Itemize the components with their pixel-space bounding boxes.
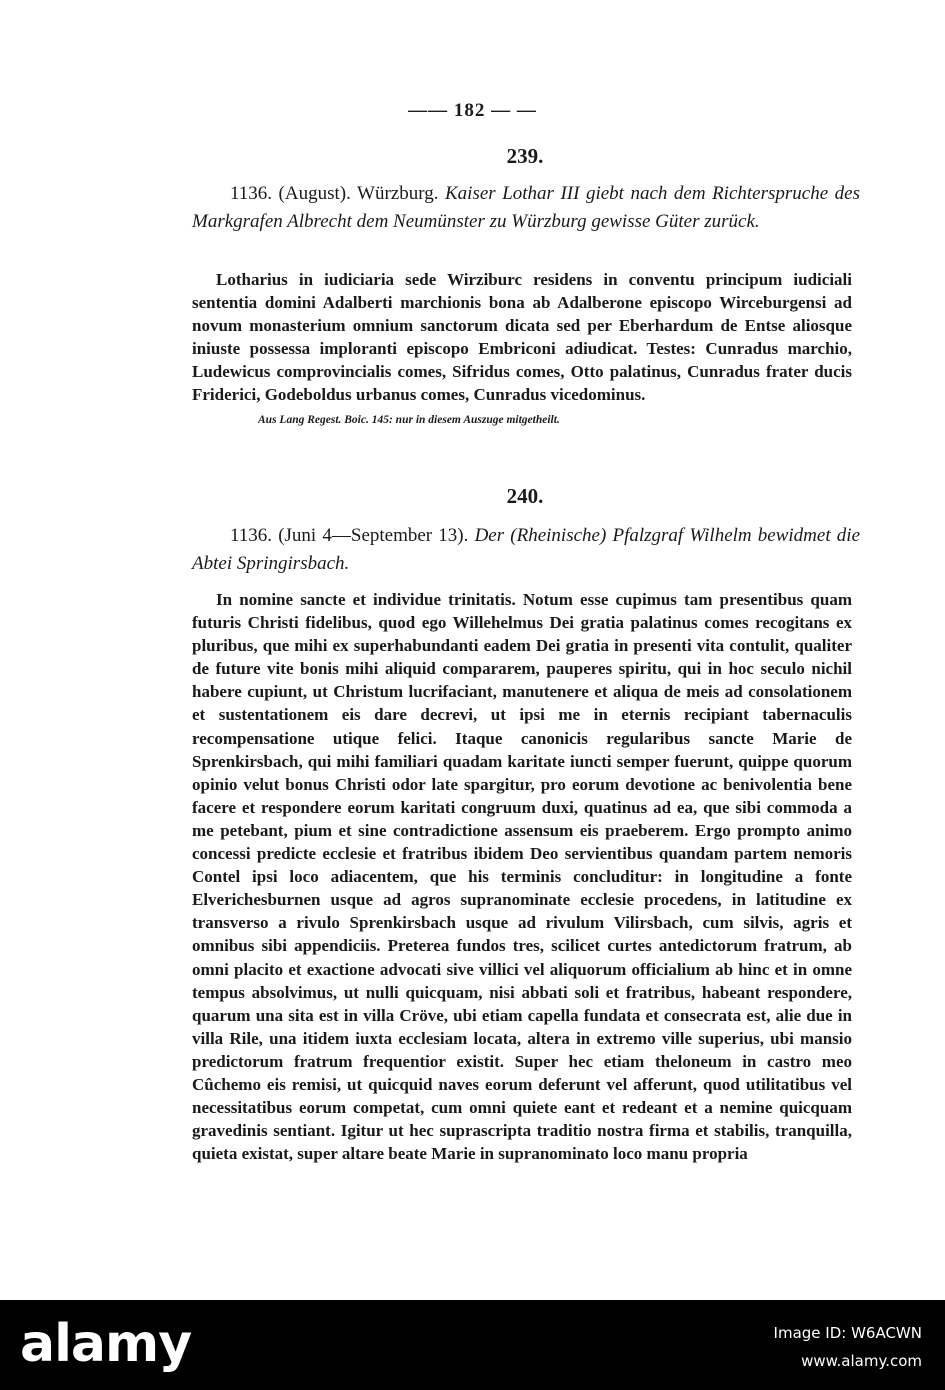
document-number: 240.: [506, 484, 544, 508]
document-number: 239.: [506, 144, 544, 168]
document-summary: Der (Rheinische) Pfalzgraf Wilhelm bewidmet die Abtei Springirsbach.: [192, 525, 861, 574]
alamy-logo: alamy: [20, 1314, 192, 1374]
footer-url[interactable]: www.alamy.com: [801, 1352, 922, 1370]
image-id: Image ID: W6ACWN: [773, 1324, 922, 1342]
watermark-footer: [0, 1300, 945, 1390]
page-number: —— 182 — —: [408, 100, 537, 121]
document-heading: [192, 522, 860, 578]
document-text: In nomine sancte et individue trinitatis. Notum esse cupimus tam presentibus quam futuris Christi fidelibus, quod ego Willehelmus Dei gratia palatinus comes recogitans ex pluribus, que mihi ex superhabundanti eadem Dei gratia in presenti vita contulit, qualiter de future vite bonis mihi aliquid compararem, pauperes spiritu, qui in hoc seculo nichil habere cupiunt, ut Christum lucrifaciant, manutenere et aliqua de meis ad consolationem et sustentationem eis dare decrevi, ut ipsi me in eternis recipiant tabernaculis recompensatione utique felici. Itaque canonicis regularibus sancte Marie de Sprenkirsbach, qui mihi familiari quadam karitate iuncti semper fuerunt, quippe quorum opinio velut bonus Christi odor late spargitur, pro eorum devotione ac benivolentia bene facere et respondere eorum karitati congruum duxi, quatinus ad ea, que sibi commoda a me petebant, pium et sine contradictione assensum eis praeberem. Ergo prompto animo concessi predicte ecclesie et fratribus ibidem Deo servientibus quandam partem nemoris Contel ipsi loco adiacentem, que his terminis concluditur: in longitudine a fonte Elverichesburnen usque ad agros supranominate ecclesie procedens, in latitudine ex transverso a rivulo Sprenkirsbach usque ad rivulum Vilirsbach, cum silvis, agris et omnibus sibi appendiciis. Preterea fundos tres, scilicet curtes antedictorum fratrum, ab omni placito et exactione advocati sive villici vel aliquorum officialium ab hinc et in omne tempus absolvimus, ut nulli quicquam, nisi abbati soli et fratribus, habeant respondere, quarum una sita est in villa Cröve, ubi etiam capella fundata et consecrata est, alie due in villa Rile, una itidem iuxta ecclesiam locata, altera in extremo ville superius, ubi mansio predictorum fratrum frequentior existit. Super hec etiam theloneum in castro meo Cûchemo eis remisi, ut quicquid naves eorum deferunt vel afferunt, quod utilitatibus vel necessitatibus eorum competat, cum omni quiete eant et redeant et a nemine quicquam gravedinis sentiant. Igitur ut hec suprascripta traditio nostra firma et stabilis, tranquilla, quieta existat, super altare beate Marie in supranominato loco manu propria: [192, 590, 852, 1164]
document-date: 1136. (August). Würzburg.: [230, 183, 439, 204]
document-date: 1136. (Juni 4—September 13).: [230, 525, 469, 546]
document-heading: [192, 180, 860, 236]
document-summary: Kaiser Lothar III giebt nach dem Richterspruche des Markgrafen Albrecht dem Neumünster zu Würzburg gewisse Güter zurück.: [192, 183, 860, 232]
source-note: Aus Lang Regest. Boic. 145: nur in diesem Auszuge mitgetheilt.: [258, 414, 560, 426]
document-text: Lotharius in iudiciaria sede Wirziburc residens in conventu principum iudiciali sententia domini Adalberti marchionis bona ab Adalberone episcopo Wirceburgensi ad novum monasterium omnium sanctorum dicata sed per Eberhardum de Entse aliosque iniuste possessa imploranti episcopo Embriconi adiudicat. Testes: Cunradus marchio, Ludewicus comprovincialis comes, Sifridus comes, Otto palatinus, Cunradus frater ducis Friderici, Godeboldus urbanus comes, Cunradus vicedominus.: [192, 270, 852, 405]
